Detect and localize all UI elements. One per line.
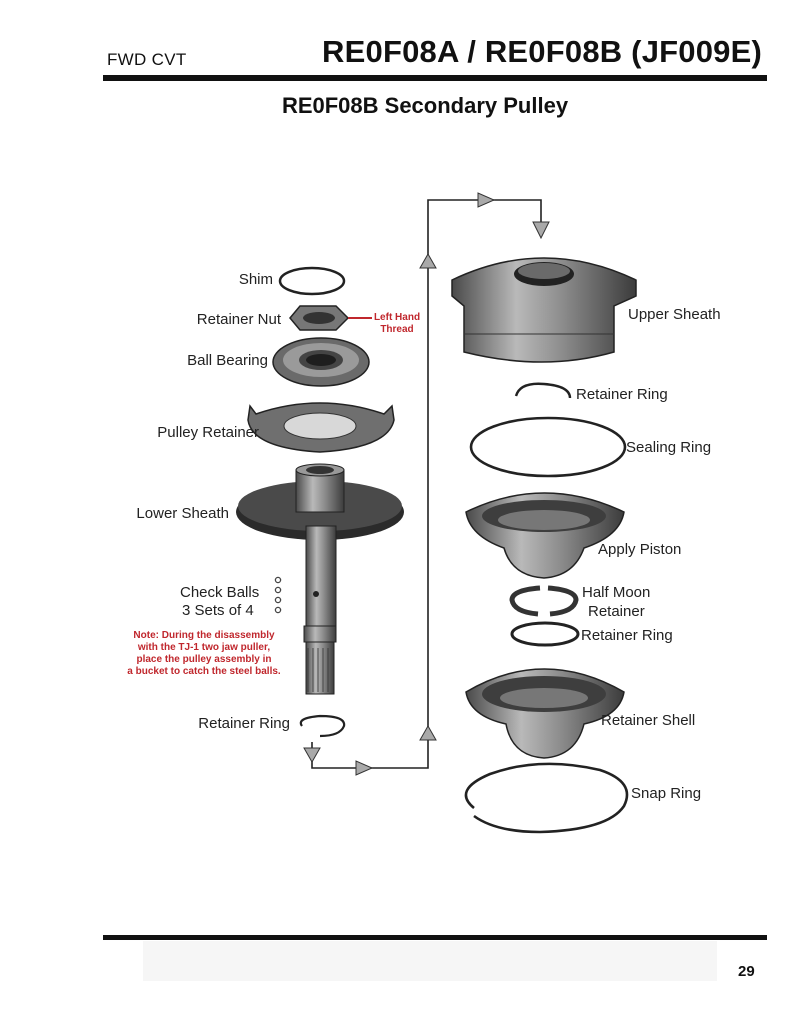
label-half-moon: Half Moon bbox=[582, 584, 651, 601]
label-check-balls-sets: 3 Sets of 4 bbox=[182, 602, 254, 619]
check-balls-icon bbox=[275, 577, 280, 612]
label-sealing-ring: Sealing Ring bbox=[626, 439, 712, 456]
label-retainer-ring-left: Retainer Ring bbox=[198, 715, 290, 732]
label-retainer-shell: Retainer Shell bbox=[601, 712, 696, 729]
retainer-ring-left-icon bbox=[301, 716, 344, 736]
thread-note-line: Thread bbox=[380, 324, 414, 335]
header-section-label: FWD CVT bbox=[107, 50, 187, 69]
page-title: RE0F08B Secondary Pulley bbox=[281, 93, 569, 118]
footer-band bbox=[143, 941, 717, 981]
label-upper-sheath: Upper Sheath bbox=[628, 306, 721, 323]
retainer-nut-icon bbox=[290, 306, 348, 330]
thread-note bbox=[372, 312, 422, 336]
label-half-moon-retainer: Retainer bbox=[588, 603, 645, 620]
apply-piston-icon bbox=[466, 493, 624, 578]
upper-sheath-icon bbox=[452, 258, 636, 362]
footer-rule bbox=[103, 935, 767, 940]
label-snap-ring: Snap Ring bbox=[631, 785, 702, 802]
label-pulley-retainer: Pulley Retainer bbox=[157, 424, 259, 441]
disassembly-note bbox=[116, 630, 292, 678]
retainer-ring-mid-icon bbox=[512, 623, 578, 645]
label-retainer-nut: Retainer Nut bbox=[196, 311, 281, 328]
label-ball-bearing: Ball Bearing bbox=[187, 352, 268, 369]
label-shim: Shim bbox=[238, 271, 273, 288]
half-moon-retainer-icon bbox=[512, 588, 576, 614]
ball-bearing-icon bbox=[273, 338, 369, 386]
snap-ring-icon bbox=[466, 764, 627, 832]
disassembly-note-line: with the TJ-1 two jaw puller, bbox=[137, 642, 271, 653]
label-apply-piston: Apply Piston bbox=[598, 541, 682, 558]
disassembly-note-line: Note: During the disassembly bbox=[133, 630, 275, 641]
label-retainer-ring-top: Retainer Ring bbox=[576, 386, 668, 403]
shaft-icon bbox=[304, 526, 336, 694]
disassembly-note-line: a bucket to catch the steel balls. bbox=[127, 666, 281, 677]
label-check-balls: Check Balls bbox=[180, 584, 260, 601]
header-title: RE0F08A / RE0F08B (JF009E) bbox=[322, 34, 762, 69]
disassembly-note-line: place the pulley assembly in bbox=[136, 654, 272, 665]
retainer-ring-top-icon bbox=[516, 384, 570, 398]
arrow-up-icon bbox=[420, 254, 436, 268]
pulley-retainer-icon bbox=[248, 403, 394, 452]
sealing-ring-icon bbox=[471, 418, 625, 476]
arrow-up-icon bbox=[420, 726, 436, 740]
arrow-right-icon bbox=[478, 193, 494, 207]
shim-icon bbox=[280, 268, 344, 294]
arrow-down-icon bbox=[304, 748, 320, 762]
label-lower-sheath: Lower Sheath bbox=[136, 505, 229, 522]
arrow-down-icon bbox=[533, 222, 549, 238]
label-retainer-ring-mid: Retainer Ring bbox=[581, 627, 673, 644]
arrow-right-icon bbox=[356, 761, 372, 775]
page-number: 29 bbox=[738, 963, 755, 980]
thread-note-line: Left Hand bbox=[373, 312, 421, 323]
